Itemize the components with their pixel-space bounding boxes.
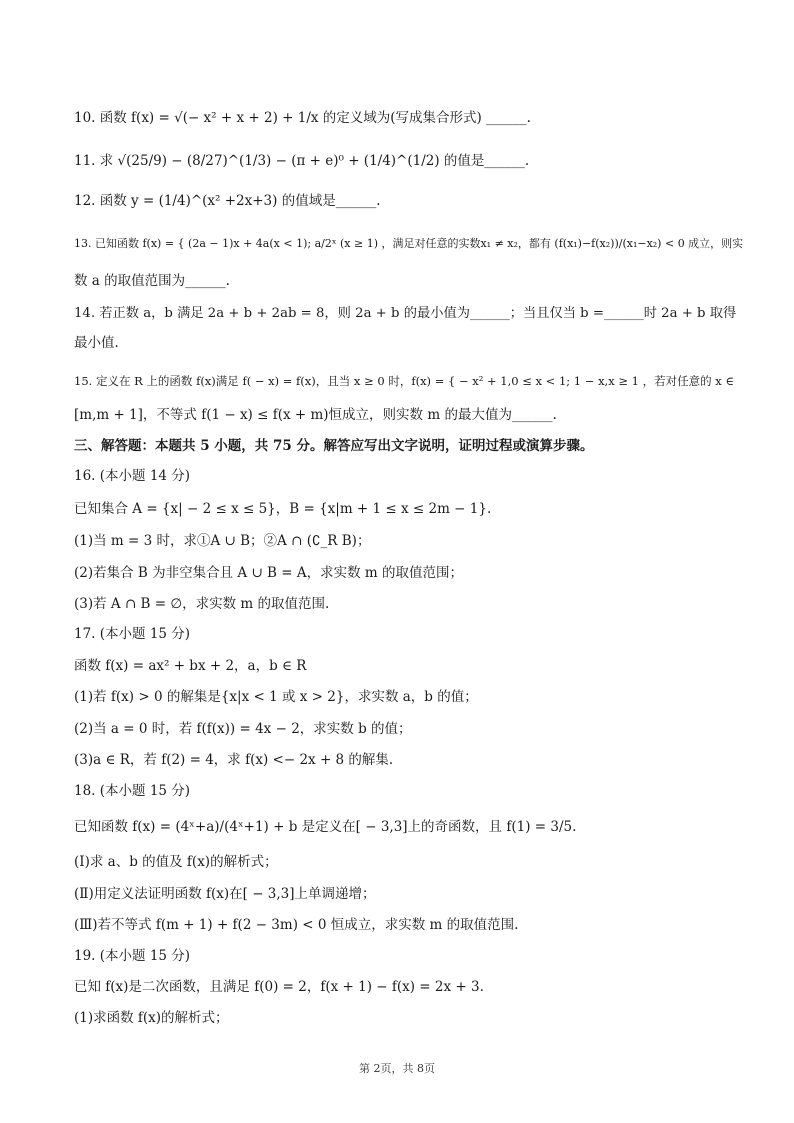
question-18-part2: (Ⅱ)用定义法证明函数 f(x)在[ − 3,3]上单调递增； <box>74 886 376 902</box>
question-14-cont: 最小值. <box>74 335 119 351</box>
question-18-part1: (Ⅰ)求 a、b 的值及 f(x)的解析式； <box>74 854 278 870</box>
question-18-part3: (Ⅲ)若不等式 f(m + 1) + f(2 − 3m) < 0 恒成立，求实数 m 的取值范围. <box>74 917 519 933</box>
question-10: 10. 函数 f(x) = √(− x² + x + 2) + 1/x 的定义域为(写成集合形式) ______. <box>74 110 531 126</box>
question-17-part2: (2)当 a = 0 时，若 f(f(x)) = 4x − 2，求实数 b 的值； <box>74 721 412 737</box>
question-16-part2: (2)若集合 B 为非空集合且 A ∪ B = A，求实数 m 的取值范围； <box>74 565 464 581</box>
question-19-title: 19. (本小题 15 分) <box>74 948 191 964</box>
question-17-title: 17. (本小题 15 分) <box>74 626 191 642</box>
question-18-stem: 已知函数 f(x) = (4ˣ+a)/(4ˣ+1) + b 是定义在[ − 3,3]上的奇函数，且 f(1) = 3/5. <box>74 819 577 835</box>
question-19-part1: (1)求函数 f(x)的解析式； <box>74 1010 229 1026</box>
question-13-cont: 数 a 的取值范围为______. <box>74 273 230 289</box>
question-17-part1: (1)若 f(x) > 0 的解集是{x|x < 1 或 x > 2}，求实数 a，b 的值； <box>74 689 478 705</box>
question-19-stem: 已知 f(x)是二次函数，且满足 f(0) = 2，f(x + 1) − f(x) = 2x + 3. <box>74 979 484 995</box>
question-18-title: 18. (本小题 15 分) <box>74 783 191 799</box>
question-14: 14. 若正数 a，b 满足 2a + b + 2ab = 8，则 2a + b 的最小值为______；当且仅当 b =______时 2a + b 取得 <box>74 306 737 321</box>
question-15: 15. 定义在 R 上的函数 f(x)满足 f( − x) = f(x)，且当 x ≥ 0 时，f(x) = { − x² + 1,0 ≤ x < 1; 1 − x,x ≥ 1 ，若对任意的 x ∈ <box>74 374 734 388</box>
question-16-title: 16. (本小题 14 分) <box>74 468 191 484</box>
question-12: 12. 函数 y = (1/4)^(x² +2x+3) 的值域是______. <box>74 193 381 209</box>
question-16-stem: 已知集合 A = {x| − 2 ≤ x ≤ 5}，B = {x|m + 1 ≤ x ≤ 2m − 1}. <box>74 501 492 517</box>
question-15-cont: [m,m + 1]，不等式 f(1 − x) ≤ f(x + m)恒成立，则实数 m 的最大值为______. <box>74 407 557 423</box>
section-heading: 三、解答题：本题共 5 小题，共 75 分。解答应写出文字说明，证明过程或演算步骤。 <box>74 438 594 454</box>
question-16-part1: (1)当 m = 3 时，求①A ∪ B；②A ∩ (∁_R B)； <box>74 533 371 549</box>
question-16-part3: (3)若 A ∩ B = ∅，求实数 m 的取值范围. <box>74 596 330 612</box>
page-footer: 第 2页，共 8页 <box>359 1062 435 1075</box>
question-17-stem: 函数 f(x) = ax² + bx + 2，a，b ∈ R <box>74 658 307 674</box>
question-13: 13. 已知函数 f(x) = { (2a − 1)x + 4a(x < 1); a/2ˣ (x ≥ 1) ，满足对任意的实数x₁ ≠ x₂，都有 (f(x₁)−f(x₂))/(x₁−x₂) < 0 成立，则实 <box>74 237 744 250</box>
question-17-part3: (3)a ∈ R，若 f(2) = 4，求 f(x) <− 2x + 8 的解集. <box>74 752 394 768</box>
question-11: 11. 求 √(25/9) − (8/27)^(1/3) − (π + e)⁰ + (1/4)^(1/2) 的值是______. <box>74 153 530 169</box>
